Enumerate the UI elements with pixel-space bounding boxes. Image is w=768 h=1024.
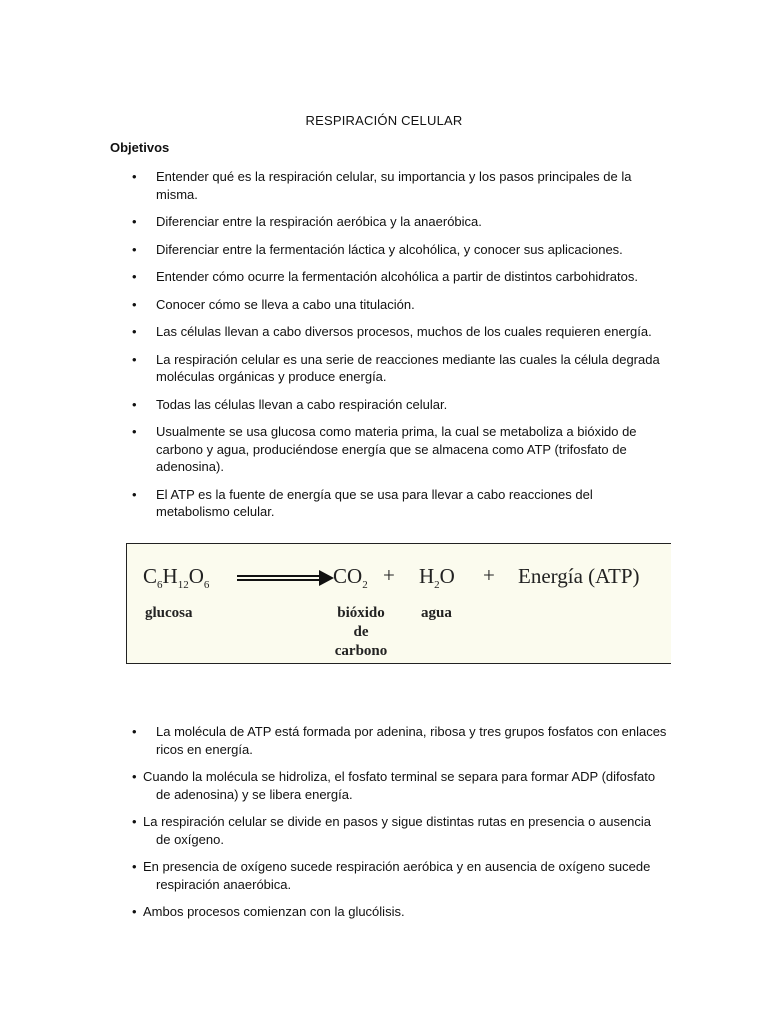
respiration-equation-figure — [126, 543, 671, 664]
bullet-icon: • — [132, 269, 137, 284]
list-item-text: Diferenciar entre la respiración aeróbica y la anaeróbica. — [156, 214, 482, 229]
bullet-icon: • — [132, 324, 137, 339]
bullet-icon: • — [132, 214, 137, 229]
list-item-text: Cuando la molécula se hidroliza, el fosfato terminal se separa para formar ADP (difosfato de adenosina) y se libera energía. — [143, 769, 656, 802]
plus-sign-1: + — [383, 563, 395, 587]
list-item — [0, 423, 768, 476]
co2-formula: $CO_2$ — [333, 564, 368, 592]
label-co2: bióxido de carbono — [334, 605, 388, 659]
list-item — [0, 813, 768, 848]
h2o-formula: $H_2O$ — [419, 564, 455, 592]
objectives-list — [0, 168, 768, 531]
bullet-icon: • — [132, 169, 137, 184]
list-item — [0, 858, 768, 893]
bullet-icon: • — [132, 904, 137, 919]
list-item — [0, 213, 768, 231]
bullet-icon: • — [132, 814, 137, 829]
list-item-text: La molécula de ATP está formada por adenina, ribosa y tres grupos fosfatos con enlaces ricos en energía. — [156, 724, 667, 757]
list-item-text: Conocer cómo se lleva a cabo una titulación. — [156, 296, 415, 312]
objectives-heading: Objetivos — [110, 140, 170, 155]
plus-sign-2: + — [483, 563, 495, 587]
bullet-icon: • — [132, 351, 137, 367]
bullet-icon: • — [132, 724, 137, 739]
facts-list — [0, 723, 768, 931]
label-water: agua — [421, 605, 452, 621]
list-item-text: En presencia de oxígeno sucede respiración aeróbica y en ausencia de oxígeno sucede respiración anaeróbica. — [143, 859, 651, 892]
list-item — [0, 723, 768, 758]
list-item-text: Usualmente se usa glucosa como materia prima, la cual se metaboliza a bióxido de carbono y agua, produciéndose energía que se almacena como ATP (trifosfato de adenosina). — [156, 424, 637, 474]
list-item — [0, 296, 768, 314]
list-item-text: Todas las células llevan a cabo respiración celular. — [156, 396, 448, 412]
list-item — [0, 168, 768, 203]
bullet-icon: • — [132, 859, 137, 874]
list-item-text: Entender qué es la respiración celular, su importancia y los pasos principales de la misma. — [156, 169, 632, 202]
list-item — [0, 768, 768, 803]
list-item — [0, 323, 768, 341]
reaction-arrow-icon — [235, 568, 335, 588]
label-glucose: glucosa — [145, 605, 193, 621]
list-item — [0, 903, 768, 921]
energy-atp: Energía (ATP) — [518, 564, 640, 588]
list-item — [0, 486, 768, 521]
bullet-icon: • — [132, 769, 137, 784]
list-item-text: Entender cómo ocurre la fermentación alcohólica a partir de distintos carbohidratos. — [156, 269, 638, 284]
list-item-text: La respiración celular es una serie de reacciones mediante las cuales la célula degrada moléculas orgánicas y produce energía. — [156, 351, 660, 384]
list-item-text: Diferenciar entre la fermentación láctica y alcohólica, y conocer sus aplicaciones. — [156, 241, 623, 257]
list-item-text: La respiración celular se divide en pasos y sigue distintas rutas en presencia o ausencia de oxígeno. — [143, 814, 652, 847]
list-item-text: El ATP es la fuente de energía que se usa para llevar a cabo reacciones del metabolismo celular. — [156, 486, 593, 519]
bullet-icon: • — [132, 424, 137, 439]
page-title: RESPIRACIÓN CELULAR — [305, 113, 463, 128]
glucose-formula: $C_6H_{12}O_6$ — [143, 564, 210, 592]
bullet-icon: • — [132, 486, 137, 502]
list-item — [0, 268, 768, 286]
list-item — [0, 396, 768, 414]
list-item — [0, 241, 768, 259]
list-item-text: Las células llevan a cabo diversos procesos, muchos de los cuales requieren energía. — [156, 324, 652, 339]
list-item-text: Ambos procesos comienzan con la glucólisis. — [143, 904, 405, 919]
bullet-icon: • — [132, 296, 137, 312]
list-item — [0, 351, 768, 386]
bullet-icon: • — [132, 396, 137, 412]
bullet-icon: • — [132, 241, 137, 257]
